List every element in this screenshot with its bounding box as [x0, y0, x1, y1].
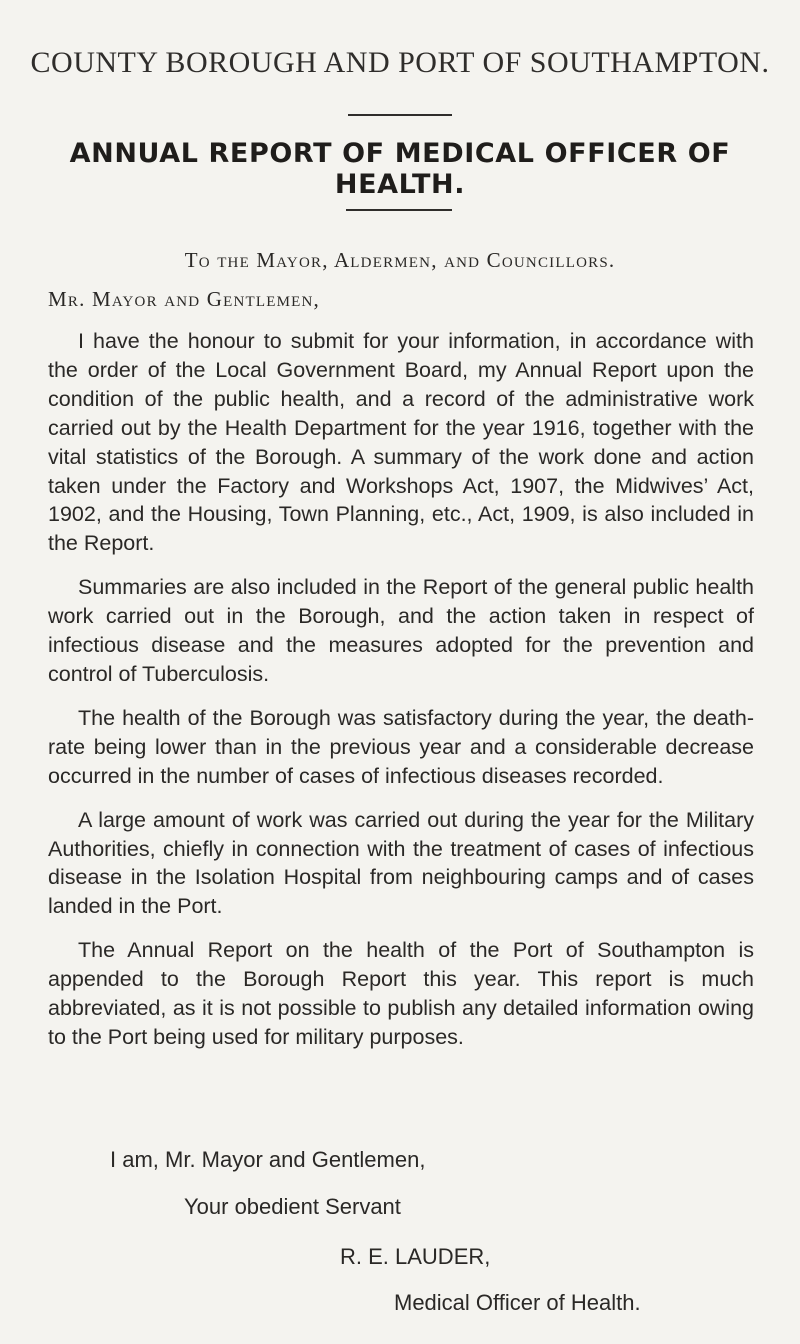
closing-line: I am, Mr. Mayor and Gentlemen, [110, 1147, 426, 1172]
salutation: Mr. Mayor and Gentlemen, [48, 287, 321, 311]
paragraph-military: A large amount of work was carried out during the year for the Military Authorities, chiefly in connection with the treatment of cases of infectious disease in the Isolation Hospital from neighbouring camps and of cases landed in the Port. [48, 807, 754, 919]
paragraph-port: The Annual Report on the health of the Port of Southampton is appended to the Borough Report this year. This report is much abbreviated, as it is not possible to publish any detailed information owing to the Port being used for military purposes. [48, 938, 754, 1049]
divider-rule-bottom [346, 209, 452, 211]
paragraph-summaries: Summaries are also included in the Report of the general public health work carried out in the Borough, and the action taken in respect of infectious disease and the measures adopted for the prevention and control of Tuberculosis. [48, 575, 754, 686]
closing-servant: Your obedient Servant [184, 1194, 401, 1219]
signature-position: Medical Officer of Health. [394, 1290, 641, 1315]
signature-name: R. E. LAUDER, [340, 1244, 491, 1269]
borough-title: COUNTY BOROUGH AND PORT OF SOUTHAMPTON. [30, 46, 770, 79]
address-line: To the Mayor, Aldermen, and Councillors. [184, 248, 616, 272]
paragraph-intro: I have the honour to submit for your information, in accordance with the order of the Local Government Board, my Annual Report upon the condition of the public health, and a record of the administrative work carried out by the Health Department for the year 1916, together with the vital statistics of the Borough. A summary of the work done and action taken under the Factory and Workshops Act, 1907, the Midwives’ Act, 1902, and the Housing, Town Planning, etc., Act, 1909, is also included in the Report. [48, 329, 754, 556]
report-title: ANNUAL REPORT OF MEDICAL OFFICER OF HEALTH. [69, 138, 731, 200]
report-body [48, 327, 754, 1067]
paragraph-health: The health of the Borough was satisfactory during the year, the death-rate being lower than in the previous year and a considerable decrease occurred in the number of cases of infectious diseases recorded. [48, 705, 754, 788]
divider-rule-top [348, 114, 452, 116]
